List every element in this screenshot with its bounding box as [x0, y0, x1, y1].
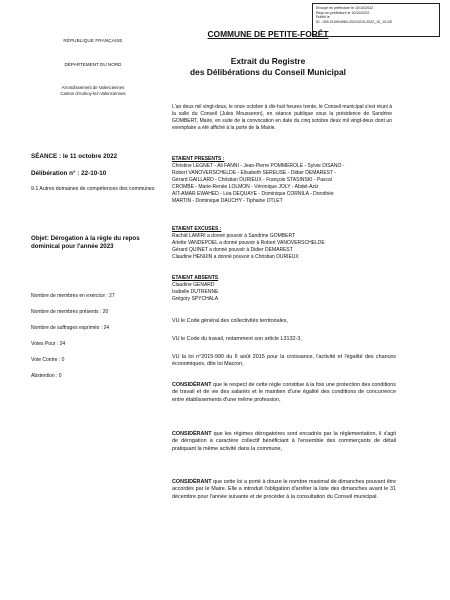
votes-pour: Votes Pour : 24: [31, 341, 66, 347]
objet-text: Objet: Dérogation à la règle du repos dominical pour l'année 2023: [31, 235, 140, 251]
considerant-keyword: CONSIDÉRANT: [172, 479, 212, 485]
domaine-text: 9.1 Autres domaines de compétences des communes: [31, 186, 155, 192]
vu-cgct: VU le Code général des collectivités territoriales,: [172, 318, 288, 324]
stamp-line: Envoyé en préfecture le 10/10/2022: [316, 6, 373, 10]
considerant-3: [172, 479, 396, 501]
vu-loi-macron: VU la loi n°2015-990 du 6 août 2015 pour la croissance, l'activité et l'égalité des chances économiques, dite loi Macron,: [172, 354, 396, 368]
considerant-text: que le respect de cette règle constitue à la fois une protection des conditions de travail et de vie des salariés et le maintien d'une égalité des conditions de concurrence entre établissements d'une même profession,: [172, 382, 396, 403]
excuses-line: Claudine HÉNUIN a donné pouvoir à Christian DURIEUX: [172, 254, 299, 260]
absents-line: Claudine GÉNARD: [172, 282, 215, 288]
votes-contre: Vote Contre : 0: [31, 357, 65, 363]
presents-line: Gérard GAILLARD - Christian DURIEUX - François STASINSKI - Pascal: [172, 177, 332, 183]
presents-line: AIT-AMAR EWAHED - Léa DÉQUAYE - Dominique CORNILA - Dorothée: [172, 191, 334, 197]
canton-line: Canton d'Aulnoy-lez-Valenciennes: [60, 91, 126, 96]
considerant-keyword: CONSIDÉRANT: [172, 382, 212, 388]
arrondissement-block: [42, 85, 144, 97]
considerant-2: [172, 431, 396, 453]
arrondissement-line: Arrondissement de Valenciennes: [61, 85, 125, 90]
count-exercice: Nombre de membres en exercice : 27: [31, 293, 115, 299]
commune-title: COMMUNE DE PETITE-FORÊT: [207, 29, 329, 39]
extrait-line: Extrait du Registre: [230, 56, 306, 66]
absents-line: Isabelle DUTRENNE: [172, 289, 219, 295]
departement-heading: DÉPARTEMENT DU NORD: [64, 62, 122, 67]
considerant-1: [172, 382, 396, 404]
excuses-heading: ÉTAIENT EXCUSÉS :: [172, 226, 222, 232]
intro-paragraph: L'an deux mil vingt-deux, le onze octobre à dix-huit heures trente, le Conseil municipal s'est réuni à la salle du Conseil (Jules Mousseron), en séance publique sous la présidence de Sandrine GOMBERT, Maire, en suite de la convocation en date du cinq octobre deux mil vingt-deux dont un exemplaire a été affiché à la porte de la Mairie.: [172, 104, 392, 131]
extrait-title: [150, 56, 386, 77]
presents-line: CROMBE - Marie-Renée LOLMON - Véronique JOLY - Abdel-Aziz: [172, 184, 319, 190]
deliberations-line: des Délibérations du Conseil Municipal: [190, 66, 346, 77]
presents-section: [172, 156, 392, 205]
absents-heading: ÉTAIENT ABSENTS: [172, 275, 219, 281]
absents-line: Grégory SPYCHALA: [172, 296, 219, 302]
republique-heading: RÉPUBLIQUE FRANÇAISE: [63, 38, 123, 43]
presents-heading: ÉTAIENT PRÉSENTS :: [172, 156, 225, 162]
deliberation-number: Délibération n° : 22-10-10: [31, 170, 107, 177]
count-presents: Nombre de membres présents : 20: [31, 309, 109, 315]
count-suffrages: Nombre de suffrages exprimés : 24: [31, 325, 110, 331]
vu-code-travail: VU le Code du travail, notamment son article L3132-3,: [172, 336, 302, 342]
excuses-line: Gérard QUINET a donné pouvoir à Didier DÉMAREST: [172, 247, 293, 253]
considerant-keyword: CONSIDÉRANT: [172, 431, 212, 437]
seance-date: SÉANCE : le 11 octobre 2022: [31, 153, 118, 160]
presents-line: Christine LEGNET - Ali FANNI - Jean-Pierre POMMEROLE - Sylvie DISANO -: [172, 163, 345, 169]
abstention: Abstention : 0: [31, 373, 62, 379]
excuses-section: [172, 226, 392, 261]
stamp-line: Publié le: [316, 15, 330, 20]
considerant-text: que cette loi a porté à douze le nombre maximal de dimanches pouvant être accordés par le Maire. Elle a introduit l'obligation d'arrêter la liste des dimanches avant le 31 décembre pour l'année suivante et de procéder à la consultation du Conseil municipal.: [172, 479, 396, 500]
considerant-text: que les régimes dérogatoires sont encadrés par la réglementation, il s'agit de dérogation à caractère collectif bénéficiant à l'ensemble des commerçants de détail pratiquant la même activité dans la commune,: [172, 431, 396, 452]
presents-line: Robert VANOVERSCHELDE - Élisabeth SEREUSE - Didier DÉMAREST -: [172, 170, 337, 176]
stamp-line: Reçu en préfecture le 10/10/2022: [316, 10, 370, 15]
excuses-line: Arlette VANDEPOEL a donné pouvoir à Robert VANOVERSCHELDE: [172, 240, 325, 246]
excuses-line: Rachid LAMIRI a donné pouvoir à Sandrine GOMBERT: [172, 233, 296, 239]
absents-section: [172, 275, 392, 303]
presents-line: MARTIN - Dominique DAUCHY - Tiphaine OTLET: [172, 198, 283, 204]
stamp-line: ID : 059-215904560-20221010-2022_10_10-DE: [316, 20, 393, 25]
